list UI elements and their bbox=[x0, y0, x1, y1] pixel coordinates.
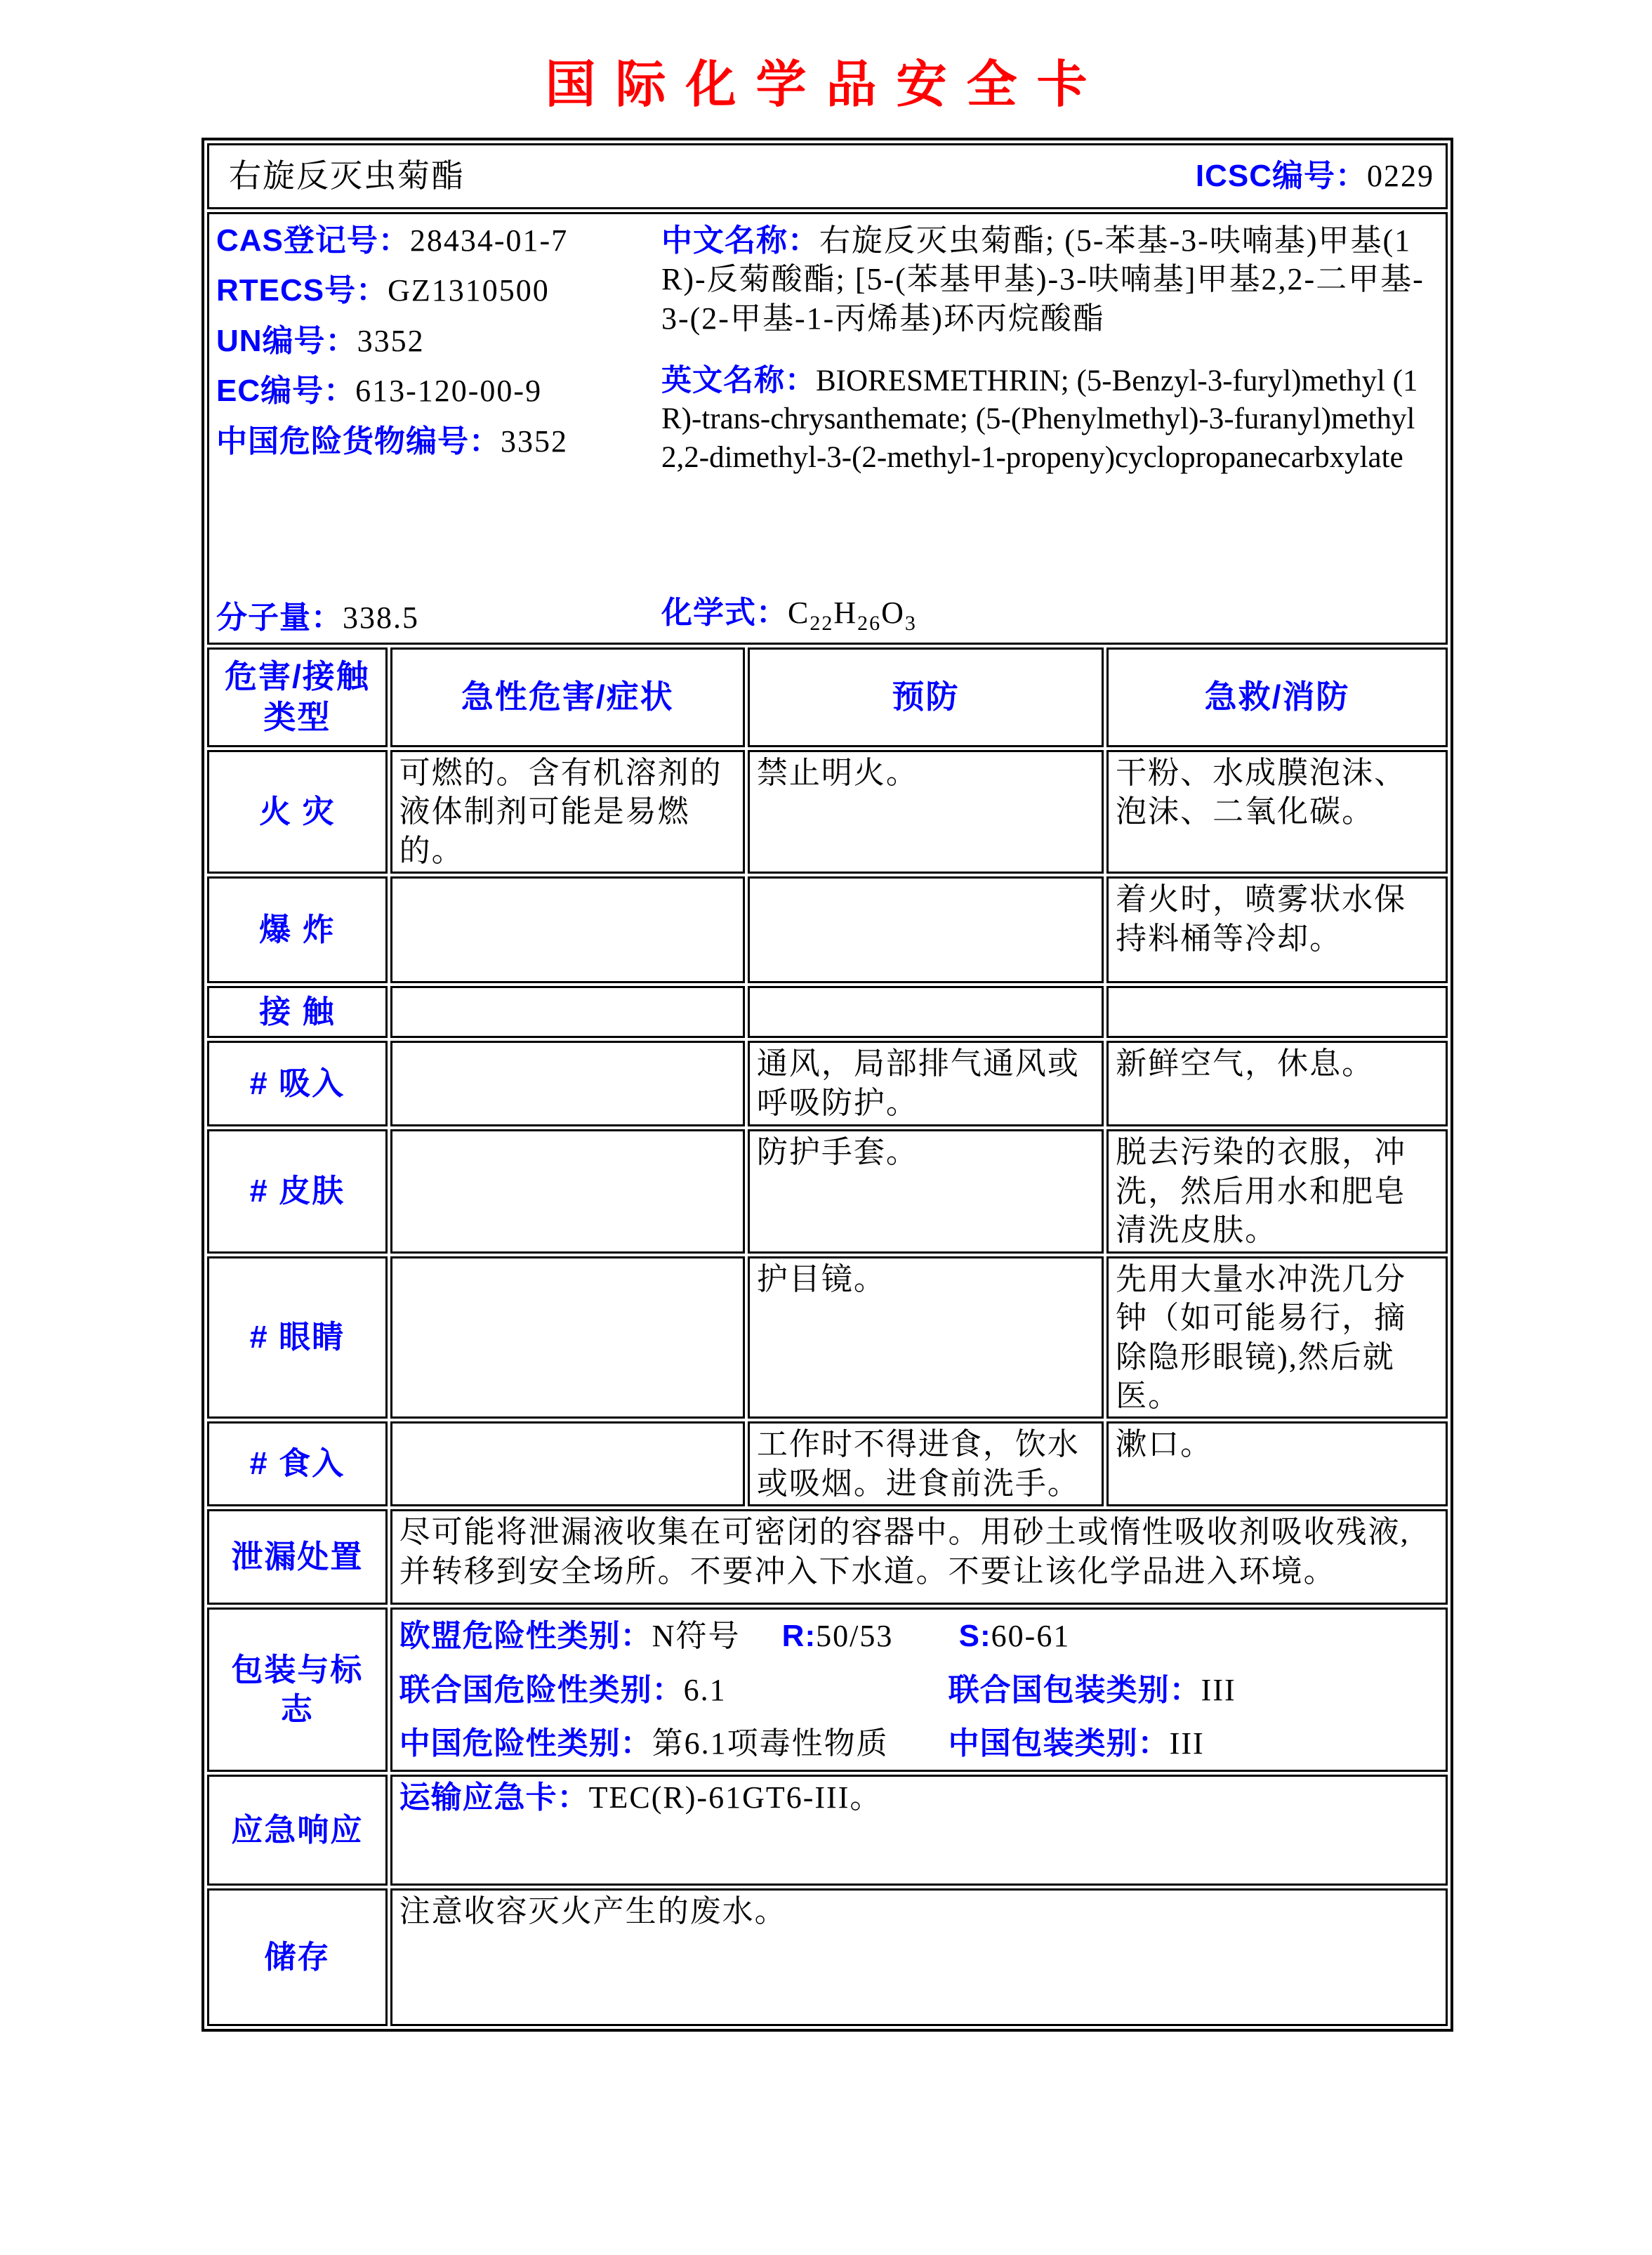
skin-prevention-cell: 防护手套。 bbox=[748, 1129, 1104, 1253]
inhalation-symptom-cell bbox=[390, 1041, 745, 1126]
inhalation-label: # 吸入 bbox=[207, 1041, 388, 1126]
skin-label: # 皮肤 bbox=[207, 1129, 388, 1253]
eyes-prevention-cell: 护目镜。 bbox=[748, 1256, 1104, 1419]
un-class-label: 联合国危险性类别： bbox=[399, 1672, 684, 1707]
spill-row bbox=[207, 1509, 1448, 1605]
eu-class-label: 欧盟危险性类别： bbox=[399, 1619, 652, 1654]
un-class-value: 6.1 bbox=[683, 1672, 727, 1707]
emergency-label: 应急响应 bbox=[207, 1775, 388, 1886]
formula-subscript: 26 bbox=[857, 612, 882, 636]
rtecs-line bbox=[216, 271, 652, 310]
cn-pack-value: III bbox=[1169, 1725, 1205, 1761]
explosion-symptom-cell bbox=[390, 876, 745, 983]
eyes-symptom-cell bbox=[390, 1256, 745, 1419]
inhalation-aid-cell: 新鲜空气，休息。 bbox=[1106, 1041, 1448, 1126]
safety-card-table bbox=[201, 138, 1453, 2032]
skin-symptom-cell bbox=[390, 1129, 745, 1253]
molecular-weight-value: 338.5 bbox=[343, 600, 419, 635]
spill-content-cell: 尽可能将泄漏液收集在可密闭的容器中。用砂土或惰性吸收剂吸收残液,并转移到安全场所。不要冲入下水道。不要让该化学品进入环境。 bbox=[390, 1509, 1448, 1605]
substance-name: 右旋反灭虫菊酯 bbox=[229, 158, 465, 195]
english-name-value: BIORESMETHRIN; (5-Benzyl-3-furyl)methyl (1R)-trans-chrysanthemate; (5-(Phenylmethyl)-3-furanyl)methyl 2,2-dimethyl-3-(2-methyl-1-propeny)cyclopropanecarbxylate bbox=[661, 364, 1418, 474]
inhalation-prevention-cell: 通风，局部排气通风或呼吸防护。 bbox=[748, 1041, 1104, 1126]
chinese-name-label: 中文名称： bbox=[661, 223, 819, 258]
ingestion-symptom-cell bbox=[390, 1421, 745, 1506]
packaging-label: 包装与标志 bbox=[207, 1608, 388, 1772]
page-title: 国际化学品安全卡 bbox=[545, 57, 1107, 113]
eyes-aid-cell: 先用大量水冲洗几分钟（如可能易行，摘除隐形眼镜),然后就医。 bbox=[1106, 1256, 1448, 1419]
explosion-aid-cell: 着火时，喷雾状水保持料桶等冷却。 bbox=[1106, 876, 1448, 983]
hazard-row-contact bbox=[207, 986, 1448, 1038]
info-cell bbox=[207, 212, 1448, 645]
un-line bbox=[216, 322, 652, 360]
hazard-row-inhalation bbox=[207, 1041, 1448, 1126]
chinese-name-para bbox=[661, 221, 1439, 338]
header-hazard-type: 危害/接触类型 bbox=[207, 647, 388, 747]
storage-content-cell: 注意收容灭火产生的废水。 bbox=[390, 1888, 1448, 2026]
storage-row bbox=[207, 1888, 1448, 2026]
fire-aid-cell: 干粉、水成膜泡沫、泡沫、二氧化碳。 bbox=[1106, 750, 1448, 874]
name-row-cell bbox=[207, 143, 1448, 209]
ec-label: EC编号： bbox=[216, 374, 356, 409]
un-pack-value: III bbox=[1201, 1672, 1236, 1707]
formula-element: O bbox=[881, 596, 905, 631]
header-symptoms: 急性危害/症状 bbox=[390, 647, 745, 747]
explosion-prevention-cell bbox=[748, 876, 1104, 983]
contact-label: 接 触 bbox=[207, 986, 388, 1038]
contact-prevention-cell bbox=[748, 986, 1104, 1038]
formula-line bbox=[661, 593, 1439, 641]
cas-label: CAS登记号： bbox=[216, 223, 410, 258]
fire-symptom-cell: 可燃的。含有机溶剂的液体制剂可能是易燃的。 bbox=[390, 750, 745, 874]
emergency-row bbox=[207, 1775, 1448, 1886]
hazard-row-eyes bbox=[207, 1256, 1448, 1419]
emergency-content-cell bbox=[390, 1775, 1448, 1886]
header-first-aid: 急救/消防 bbox=[1106, 647, 1448, 747]
header-prevention: 预防 bbox=[748, 647, 1104, 747]
hazard-row-fire bbox=[207, 750, 1448, 874]
packaging-row bbox=[207, 1608, 1448, 1772]
un-value: 3352 bbox=[357, 323, 425, 358]
english-name-label: 英文名称： bbox=[661, 364, 816, 398]
fire-prevention-cell: 禁止明火。 bbox=[748, 750, 1104, 874]
cn-dg-value: 3352 bbox=[501, 423, 568, 459]
un-pack-label: 联合国包装类别： bbox=[948, 1672, 1201, 1707]
transport-card-value: TEC(R)-61GT6-III。 bbox=[588, 1780, 883, 1815]
eu-class-value: N符号 bbox=[652, 1619, 741, 1654]
ingestion-aid-cell: 漱口。 bbox=[1106, 1421, 1448, 1506]
cas-line bbox=[216, 221, 652, 260]
transport-card-label: 运输应急卡： bbox=[399, 1780, 589, 1815]
formula-subscript: 22 bbox=[810, 612, 834, 636]
transport-card-line bbox=[399, 1778, 1439, 1817]
cn-dg-label: 中国危险货物编号： bbox=[216, 423, 501, 459]
cn-pack-label: 中国包装类别： bbox=[948, 1725, 1170, 1761]
hazard-row-skin bbox=[207, 1129, 1448, 1253]
contact-aid-cell bbox=[1106, 986, 1448, 1038]
chinese-name-value: 右旋反灭虫菊酯; (5-苯基-3-呋喃基)甲基(1R)-反菊酸酯; [5-(苯基甲基)-3-呋喃基]甲基2,2-二甲基-3-(2-甲基-1-丙烯基)环丙烷酸酯 bbox=[661, 223, 1425, 336]
s-phrase-label: S: bbox=[958, 1619, 991, 1654]
ingestion-label: # 食入 bbox=[207, 1421, 388, 1506]
rtecs-label: RTECS号： bbox=[216, 273, 388, 308]
chemical-formula bbox=[788, 596, 917, 636]
ec-value: 613-120-00-9 bbox=[355, 374, 543, 409]
spill-label: 泄漏处置 bbox=[207, 1509, 388, 1605]
skin-aid-cell: 脱去污染的衣服，冲洗，然后用水和肥皂清洗皮肤。 bbox=[1106, 1129, 1448, 1253]
hazard-header-row bbox=[207, 647, 1448, 747]
rtecs-value: GZ1310500 bbox=[388, 273, 550, 308]
eyes-label: # 眼睛 bbox=[207, 1256, 388, 1419]
molecular-weight-line bbox=[216, 598, 652, 641]
cn-class-value: 第6.1项毒性物质 bbox=[652, 1725, 889, 1761]
ingestion-prevention-cell: 工作时不得进食，饮水或吸烟。进食前洗手。 bbox=[748, 1421, 1104, 1506]
explosion-label: 爆 炸 bbox=[207, 876, 388, 983]
r-phrase-value: 50/53 bbox=[816, 1619, 894, 1654]
contact-symptom-cell bbox=[390, 986, 745, 1038]
icsc-number-field bbox=[1196, 157, 1439, 195]
info-row bbox=[207, 212, 1448, 645]
cn-class-label: 中国危险性类别： bbox=[399, 1725, 652, 1761]
ec-line bbox=[216, 372, 652, 410]
icsc-number: 0229 bbox=[1367, 159, 1434, 194]
english-name-para bbox=[661, 362, 1439, 477]
cas-value: 28434-01-7 bbox=[409, 223, 569, 258]
storage-label: 储存 bbox=[207, 1888, 388, 2026]
formula-subscript: 3 bbox=[904, 612, 917, 636]
chemical-names bbox=[652, 216, 1439, 641]
packaging-content-cell bbox=[390, 1608, 1448, 1772]
un-label: UN编号： bbox=[216, 323, 357, 358]
fire-label: 火 灾 bbox=[207, 750, 388, 874]
hazard-row-ingestion bbox=[207, 1421, 1448, 1506]
formula-element: H bbox=[833, 596, 858, 631]
formula-element: C bbox=[788, 596, 810, 631]
cn-class-line bbox=[399, 1724, 1439, 1763]
formula-label: 化学式： bbox=[661, 596, 788, 631]
eu-class-line bbox=[399, 1617, 1439, 1655]
molecular-weight-label: 分子量： bbox=[216, 600, 343, 635]
cn-dg-line bbox=[216, 422, 652, 461]
icsc-label: ICSC编号： bbox=[1195, 159, 1367, 194]
un-class-line bbox=[399, 1671, 1439, 1709]
s-phrase-value: 60-61 bbox=[991, 1619, 1071, 1654]
registry-numbers bbox=[216, 216, 652, 641]
name-row bbox=[207, 143, 1448, 209]
hazard-row-explosion bbox=[207, 876, 1448, 983]
r-phrase-label: R: bbox=[781, 1619, 817, 1654]
